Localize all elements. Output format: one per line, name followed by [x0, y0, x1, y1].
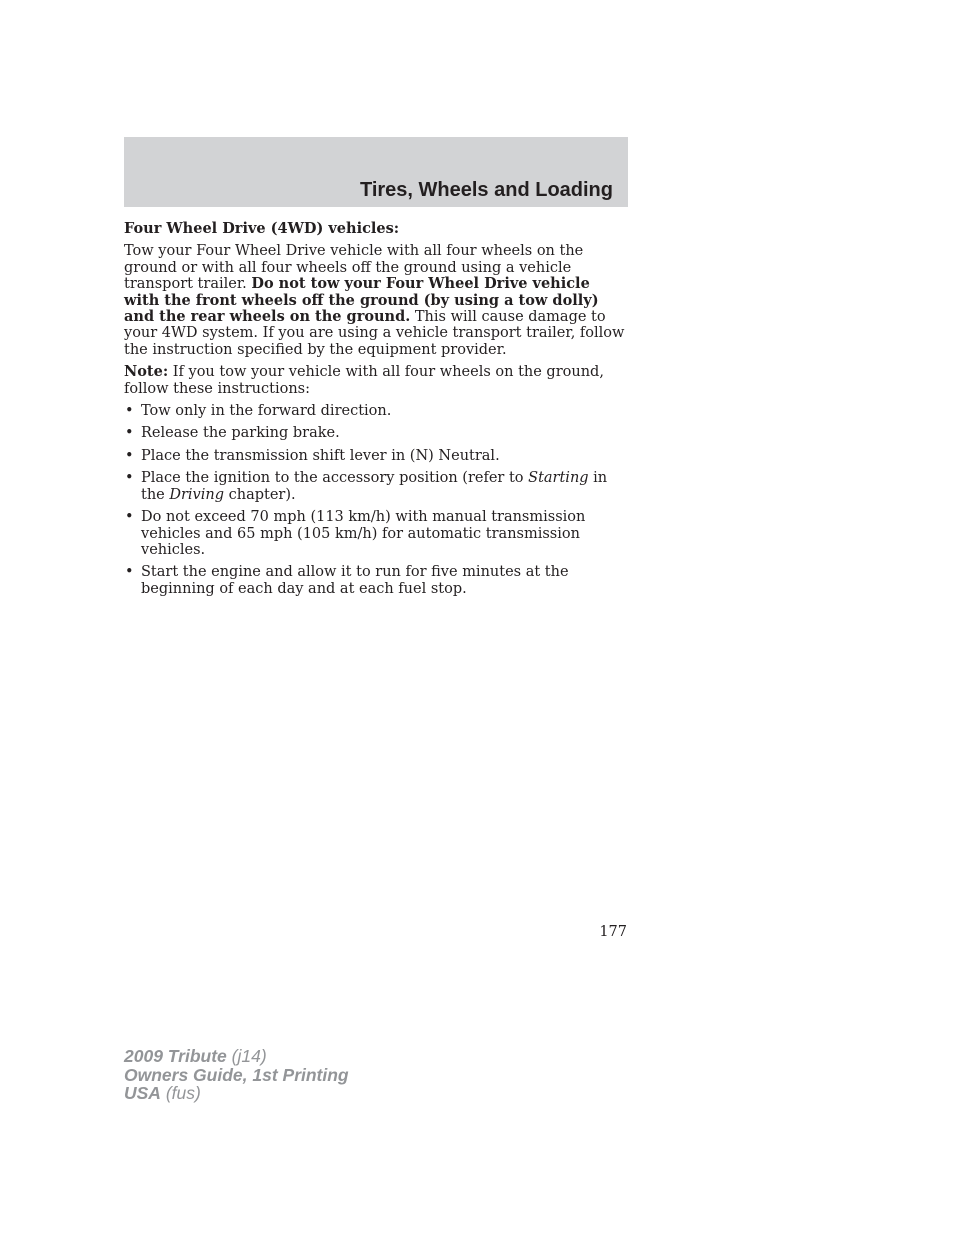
bullet-icon: • [125, 509, 134, 526]
footer-market: USA [124, 1083, 161, 1103]
section-title: Tires, Wheels and Loading [359, 179, 613, 201]
list-item-text: Place the transmission shift lever in (N) Neutral. [141, 447, 500, 464]
text-segment: chapter). [224, 486, 296, 503]
note-label: Note: [124, 363, 169, 381]
towing-text-b: This will cause damage to your 4WD system. If you are using a vehicle transport trailer, follow the instruction specified by the equipment provider. [124, 309, 625, 358]
note-paragraph [124, 364, 628, 397]
starting-reference: Starting [528, 470, 589, 487]
list-item [124, 470, 628, 503]
page-number: 177 [599, 924, 627, 940]
footer-line-printing: Owners Guide, 1st Printing [124, 1064, 349, 1085]
footer-line-model [124, 1047, 349, 1066]
list-item [124, 509, 628, 558]
list-item-text: Release the parking brake. [141, 425, 340, 442]
list-item [124, 403, 628, 419]
bullet-icon: • [125, 403, 134, 420]
text-segment: Place the ignition to the accessory position (refer to [141, 470, 529, 487]
footer-model: 2009 Tribute [124, 1046, 227, 1066]
list-item [124, 448, 628, 464]
towing-warning: Do not tow your Four Wheel Drive vehicle with the front wheels off the ground (by using a tow dolly) and the rear wheels on the ground. [124, 275, 599, 326]
bullet-icon: • [125, 447, 134, 464]
towing-paragraph [124, 243, 628, 358]
list-item-text: Tow only in the forward direction. [141, 403, 392, 420]
list-item [124, 564, 628, 597]
bullet-icon: • [125, 564, 134, 581]
list-item-text: Do not exceed 70 mph (113 km/h) with manual transmission vehicles and 65 mph (105 km/h) for automatic transmission vehicles. [141, 509, 586, 558]
page-content [124, 221, 628, 603]
text-segment: in the [141, 470, 608, 503]
note-text: If you tow your vehicle with all four wheels on the ground, follow these instructions: [124, 364, 604, 397]
list-item-text: Start the engine and allow it to run for five minutes at the beginning of each day and at each fuel stop. [141, 564, 569, 597]
footer-line-market [124, 1084, 349, 1103]
bullet-icon: • [125, 470, 134, 487]
footer-market-code: (fus) [160, 1083, 201, 1103]
footer-imprint [124, 1047, 349, 1103]
bullet-icon: • [125, 425, 134, 442]
section-header-band [124, 137, 628, 207]
list-item [124, 425, 628, 441]
instruction-list [124, 403, 628, 597]
footer-code: (j14) [226, 1046, 267, 1066]
subheading-4wd: Four Wheel Drive (4WD) vehicles: [124, 220, 400, 237]
towing-text-a: Tow your Four Wheel Drive vehicle with all four wheels on the ground or with all four wheels off the ground using a vehicle transport trailer. [124, 243, 584, 293]
driving-reference: Driving [169, 486, 225, 503]
list-item-text [141, 470, 607, 502]
